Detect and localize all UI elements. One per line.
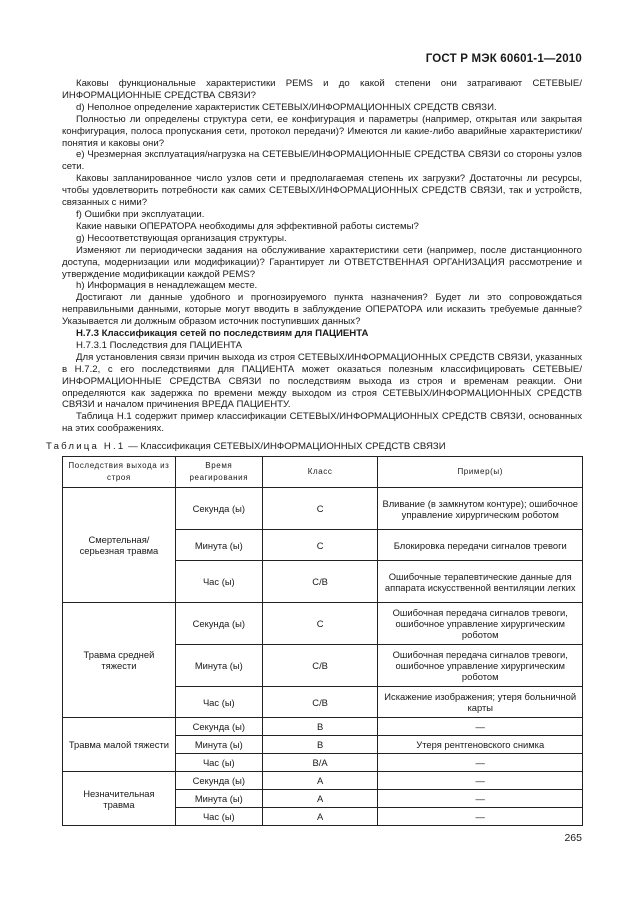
column-header: Последствия выхода из строя — [63, 457, 176, 488]
class-cell: C/B — [262, 561, 378, 603]
example-cell: Ошибочная передача сигналов тревоги, ошибочное управление хирургическим роботом — [378, 603, 583, 645]
example-cell: Ошибочные терапевтические данные для аппарата искусственной вентиляции легких — [378, 561, 583, 603]
class-cell: B/A — [262, 754, 378, 772]
paragraph: Какие навыки ОПЕРАТОРА необходимы для эффективной работы системы? — [76, 220, 419, 232]
class-cell: C/B — [262, 687, 378, 718]
subsection-heading: H.7.3.1 Последствия для ПАЦИЕНТА — [76, 339, 243, 351]
example-cell: Блокировка передачи сигналов тревоги — [378, 530, 583, 561]
consequence-cell: Смертельная/ серьезная травма — [63, 488, 176, 603]
time-cell: Минута (ы) — [175, 790, 262, 808]
table-caption-prefix: Таблица H.1 — [46, 441, 126, 452]
table-caption-text: — Классификация СЕТЕВЫХ/ИНФОРМАЦИОННЫХ СРЕДСТВ СВЯЗИ — [125, 441, 446, 452]
example-cell: — — [378, 772, 583, 790]
class-cell: C — [262, 488, 378, 530]
paragraph: Изменяют ли периодически задания на обслуживание характеристики сети (например, после дистанционного доступа, модернизации или модификации)? Гарантирует ли ОТВЕТСТВЕННАЯ ОРГАНИЗАЦИЯ рассмотрение и утверждение модификации каждой PEMS? — [62, 244, 582, 280]
document-header: ГОСТ Р МЭК 60601-1—2010 — [425, 53, 582, 65]
time-cell: Секунда (ы) — [175, 603, 262, 645]
time-cell: Час (ы) — [175, 561, 262, 603]
time-cell: Секунда (ы) — [175, 718, 262, 736]
time-cell: Минута (ы) — [175, 736, 262, 754]
paragraph: Полностью ли определены структура сети, ее конфигурация и параметры (например, открытая или закрытая конфигурация, полоса пропускания сети, протокол передачи)? Имеются ли какие-либо аварийные характеристики/понятия и каковы они? — [62, 113, 582, 149]
paragraph: f) Ошибки при эксплуатации. — [76, 208, 205, 220]
class-cell: A — [262, 772, 378, 790]
time-cell: Секунда (ы) — [175, 488, 262, 530]
paragraph: Таблица H.1 содержит пример классификации СЕТЕВЫХ/ИНФОРМАЦИОННЫХ СРЕДСТВ СВЯЗИ, основанных на этих соображениях. — [62, 411, 582, 435]
paragraph: Каковы запланированное число узлов сети и предполагаемая степень их загрузки? Достаточны ли ресурсы, чтобы удовлетворить потребности как самих СЕТЕВЫХ/ИНФОРМАЦИОННЫХ СРЕДСТВ СВЯЗИ, так и устройств, связанных с ними? — [62, 173, 582, 209]
table-row — [63, 772, 583, 790]
column-header: Класс — [262, 457, 378, 488]
time-cell: Час (ы) — [175, 754, 262, 772]
example-cell: Утеря рентгеновского снимка — [378, 736, 583, 754]
column-header: Время реагирования — [175, 457, 262, 488]
class-cell: A — [262, 808, 378, 826]
paragraph: d) Неполное определение характеристик СЕТЕВЫХ/ИНФОРМАЦИОННЫХ СРЕДСТВ СВЯЗИ. — [76, 101, 497, 113]
class-cell: B — [262, 718, 378, 736]
time-cell: Час (ы) — [175, 687, 262, 718]
classification-table — [62, 456, 583, 826]
example-cell: — — [378, 790, 583, 808]
column-header: Пример(ы) — [378, 457, 583, 488]
class-cell: B — [262, 736, 378, 754]
example-cell: — — [378, 754, 583, 772]
consequence-cell: Травма средней тяжести — [63, 603, 176, 718]
example-cell: Искажение изображения; утеря больничной карты — [378, 687, 583, 718]
table-row — [63, 488, 583, 530]
paragraph: Достигают ли данные удобного и прогнозируемого пункта назначения? Будет ли это сопровождаться неправильными данными, которые могут вводить в заблуждение ОПЕРАТОРА или исказить требуемые данные? Указывается ли должным образом источник поступивших данных? — [62, 292, 582, 328]
paragraph: g) Несоответствующая организация структуры. — [76, 232, 287, 244]
page-number: 265 — [564, 832, 582, 844]
time-cell: Секунда (ы) — [175, 772, 262, 790]
time-cell: Минута (ы) — [175, 645, 262, 687]
table-header-row — [63, 457, 583, 488]
section-heading: H.7.3 Классификация сетей по последствиям для ПАЦИЕНТА — [76, 328, 369, 340]
table-caption — [46, 441, 446, 452]
consequence-cell: Незначительная травма — [63, 772, 176, 826]
paragraph: e) Чрезмерная эксплуатация/нагрузка на СЕТЕВЫЕ/ИНФОРМАЦИОННЫЕ СРЕДСТВА СВЯЗИ со стороны узлов сети. — [62, 149, 582, 173]
example-cell: — — [378, 718, 583, 736]
example-cell: — — [378, 808, 583, 826]
paragraph: Для установления связи причин выхода из строя СЕТЕВЫХ/ИНФОРМАЦИОННЫХ СРЕДСТВ СВЯЗИ, указанных в H.7.2, с его последствиями для ПАЦИЕНТА может оказаться полезным классифицировать СЕТЕВЫЕ/ИНФОРМАЦИОННЫЕ СРЕДСТВА СВЯЗИ по последствиям выхода из строя и временам реакции. Они определяются как задержка по времени между выходом из строя СЕТЕВЫХ/ИНФОРМАЦИОННЫХ СРЕДСТВ СВЯЗИ и началом причинения ВРЕДА ПАЦИЕНТУ. — [62, 351, 582, 411]
class-cell: C/B — [262, 645, 378, 687]
time-cell: Минута (ы) — [175, 530, 262, 561]
paragraph: Каковы функциональные характеристики PEMS и до какой степени они затрагивают СЕТЕВЫЕ/ИНФОРМАЦИОННЫЕ СРЕДСТВА СВЯЗИ? — [62, 78, 582, 101]
class-cell: A — [262, 790, 378, 808]
example-cell: Ошибочная передача сигналов тревоги, ошибочное управление хирургическим роботом — [378, 645, 583, 687]
example-cell: Вливание (в замкнутом контуре); ошибочное управление хирургическим роботом — [378, 488, 583, 530]
class-cell: C — [262, 603, 378, 645]
consequence-cell: Травма малой тяжести — [63, 718, 176, 772]
time-cell: Час (ы) — [175, 808, 262, 826]
paragraph: h) Информация в ненадлежащем месте. — [76, 280, 258, 292]
class-cell: C — [262, 530, 378, 561]
table-row — [63, 718, 583, 736]
body-text — [62, 78, 582, 435]
table-row — [63, 603, 583, 645]
